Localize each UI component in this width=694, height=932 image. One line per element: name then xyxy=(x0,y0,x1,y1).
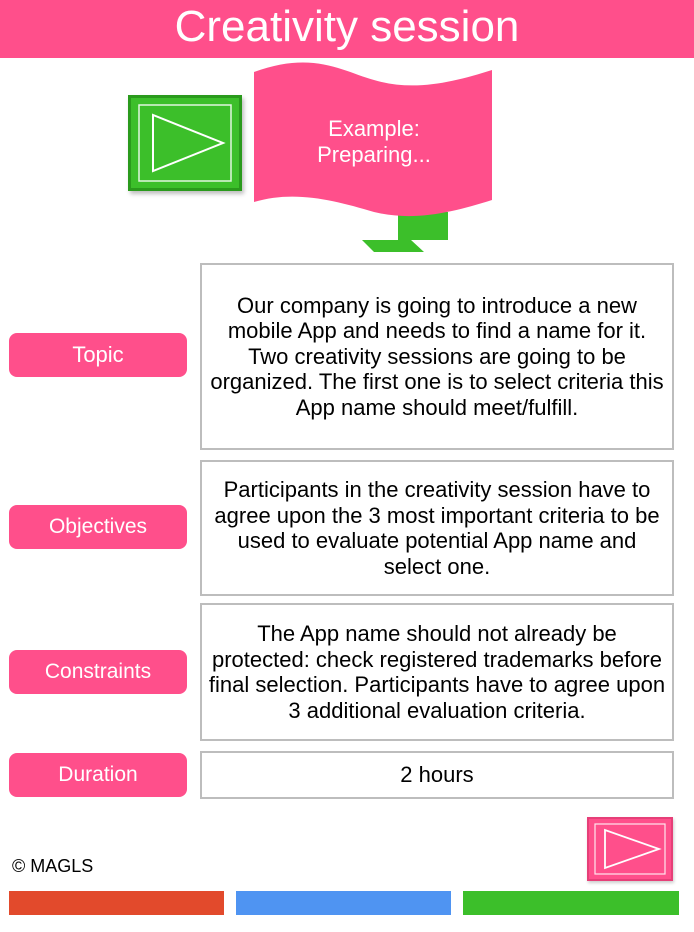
objectives-text: Participants in the creativity session have to agree upon the 3 most important criteria to be used to evaluate potential App name and select one. xyxy=(200,460,674,596)
banner-label xyxy=(254,116,494,168)
label-duration: Duration xyxy=(9,753,187,797)
duration-text: 2 hours xyxy=(200,751,674,799)
banner-line-2: Preparing... xyxy=(317,142,431,167)
next-button[interactable] xyxy=(587,817,673,881)
progress-bar-blue xyxy=(236,891,451,915)
constraints-text: The App name should not already be protected: check registered trademarks before final selection. Participants have to agree upon 3 additional evaluation criteria. xyxy=(200,603,674,741)
label-constraints: Constraints xyxy=(9,650,187,694)
play-button[interactable] xyxy=(128,95,242,191)
play-icon xyxy=(589,819,671,879)
progress-bar-green xyxy=(463,891,679,915)
copyright: © MAGLS xyxy=(12,856,94,876)
page-title: Creativity session xyxy=(0,0,694,58)
progress-bar-orange xyxy=(9,891,224,915)
label-objectives: Objectives xyxy=(9,505,187,549)
topic-text: Our company is going to introduce a new mobile App and needs to find a name for it. Two creativity sessions are going to be organized. The first one is to select criteria this App name should meet/fulfill. xyxy=(200,263,674,450)
banner-line-1: Example: xyxy=(328,116,420,141)
play-icon xyxy=(131,98,239,188)
label-topic: Topic xyxy=(9,333,187,377)
